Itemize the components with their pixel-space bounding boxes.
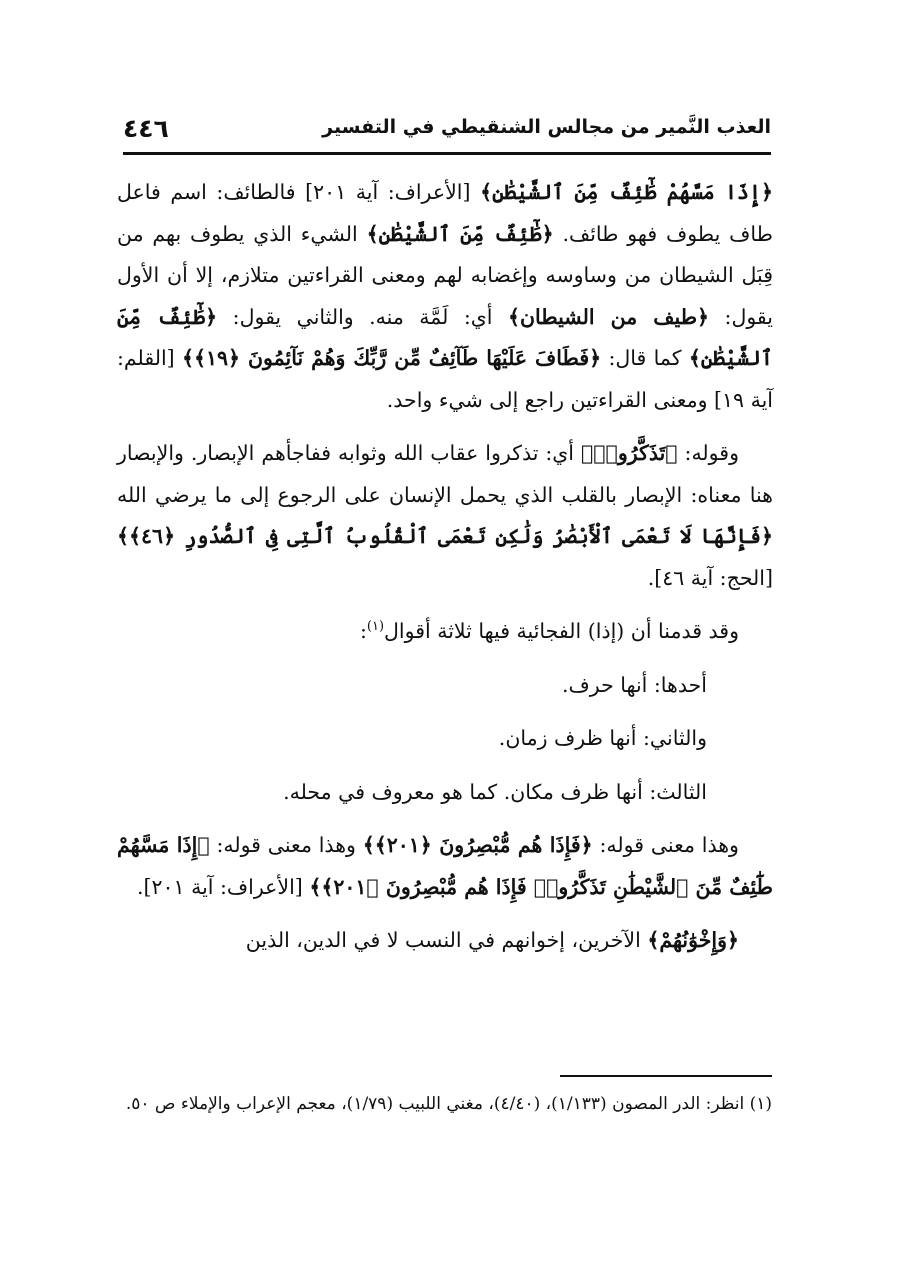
main-text (117, 172, 773, 962)
paragraph-text: ومعنى القراءتين راجع إلى شيء واحد. (386, 387, 708, 412)
paragraph-text: : (359, 619, 367, 643)
quran-quote: ﴿فَإِنَّهَا لَا تَعْمَى ٱلْأَبْصَٰرُ وَلَٰكِن تَعْمَى ٱلْقُلُوبُ ٱلَّتِى فِى ٱلصُّدُورِ ﴿٤٦﴾﴾ (117, 524, 773, 548)
paragraph-text: الآخرين، إخوانهم في النسب لا في الدين، الذين (245, 928, 641, 952)
verse-reference: [القلم: آية ١٩] (117, 346, 773, 412)
list-item-3: الثالث: أنها ظرف مكان. كما هو معروف في محله. (283, 779, 707, 804)
paragraph-text: وهذا معنى قوله: (216, 833, 356, 857)
quran-quote: ﴿طَٰٓئِفٌ مِّنَ ٱلشَّيْطَٰنِ﴾ (117, 304, 773, 370)
quran-quote: ﴿طيف من الشيطان﴾ (507, 304, 710, 329)
quran-quote: ﴿وَإِخْوَٰنُهُمْ﴾ (647, 928, 739, 952)
paragraph-text: وقد قدمنا أن (إذا) الفجائية فيها ثلاثة أقوال (384, 619, 739, 643)
footnote (120, 1090, 772, 1119)
footnote-marker[interactable]: (١) (366, 619, 385, 635)
running-header (123, 112, 771, 152)
list-item-2: والثاني: أنها ظرف زمان. (498, 726, 707, 750)
footnote-rule (560, 1075, 772, 1077)
list-item-1: أحدها: أنها حرف. (562, 672, 707, 697)
quran-quote: ﴿إِذَا مَسَّهُمْ طَٰٓئِفٌ مِّنَ ٱلشَّيْطَٰنِ﴾ (480, 180, 773, 204)
paragraph-text: وقوله: (684, 441, 739, 465)
paragraph-text: وهذا معنى قوله: (599, 833, 739, 857)
quran-quote: ﴿طَٰٓئِفٌ مِّنَ ٱلشَّيْطَٰنِ﴾ (366, 221, 554, 246)
quran-quote: ﴿إِذَا مَسَّهُمْ طَٰٓئِفٌ مِّنَ ٱلشَّيْطَٰنِ تَذَكَّرُوا۟ فَإِذَا هُم مُّبْصِرُونَ ﴿٢٠١﴾﴾ (117, 833, 773, 899)
quran-quote: ﴿فَطَافَ عَلَيْهَا طَآئِفٌ مِّن رَّبِّكَ وَهُمْ نَآئِمُونَ ﴿١٩﴾﴾ (181, 346, 602, 370)
quran-quote: ﴿تَذَكَّرُوا۟﴾ (580, 441, 678, 465)
paragraph-taif (117, 172, 773, 421)
paragraph-idha-fujaiyya (117, 611, 773, 653)
quran-quote: ﴿فَإِذَا هُم مُّبْصِرُونَ ﴿٢٠١﴾﴾ (362, 833, 593, 857)
verse-reference: [الأعراف: آية ٢٠١] (305, 180, 471, 204)
paragraph-text: فالطائف: اسم فاعل طاف يطوف فهو طائف. (117, 180, 773, 246)
paragraph-tadhakkaru (117, 433, 773, 599)
footnote-text: (١) انظر: الدر المصون (١/١٣٣)، (٤/٤٠)، مغني اللبيب (١/٧٩)، معجم الإعراب والإملاء ص ٥٠. (125, 1094, 772, 1114)
paragraph-text: الشيء الذي يطوف بهم من قِبَل الشيطان من وساوسه وإغضابه لهم ومعنى القراءتين متلازم، إلا أن الأول يقول: (117, 221, 773, 329)
paragraph-text: أي: تذكروا عقاب الله وثوابه ففاجأهم الإبصار. والإبصار هنا معناه: الإبصار بالقلب الذي يحمل الإنسان على الرجوع إلى ما يرضي الله (117, 441, 773, 507)
running-title: العذب النَّمير من مجالس الشنقيطي في التفسير (322, 116, 771, 138)
paragraph-text: أي: لَمَّة منه. والثاني يقول: (232, 304, 493, 329)
verse-reference: [الأعراف: آية ٢٠١]. (137, 874, 303, 899)
header-rule (123, 152, 771, 155)
paragraph-mubsirun (117, 825, 773, 908)
verse-reference: [الحج: آية ٤٦]. (647, 565, 773, 590)
paragraph-ikhwanuhum (117, 920, 773, 962)
paragraph-text: كما قال: (608, 346, 682, 370)
page-number: ٤٤٦ (123, 114, 169, 143)
